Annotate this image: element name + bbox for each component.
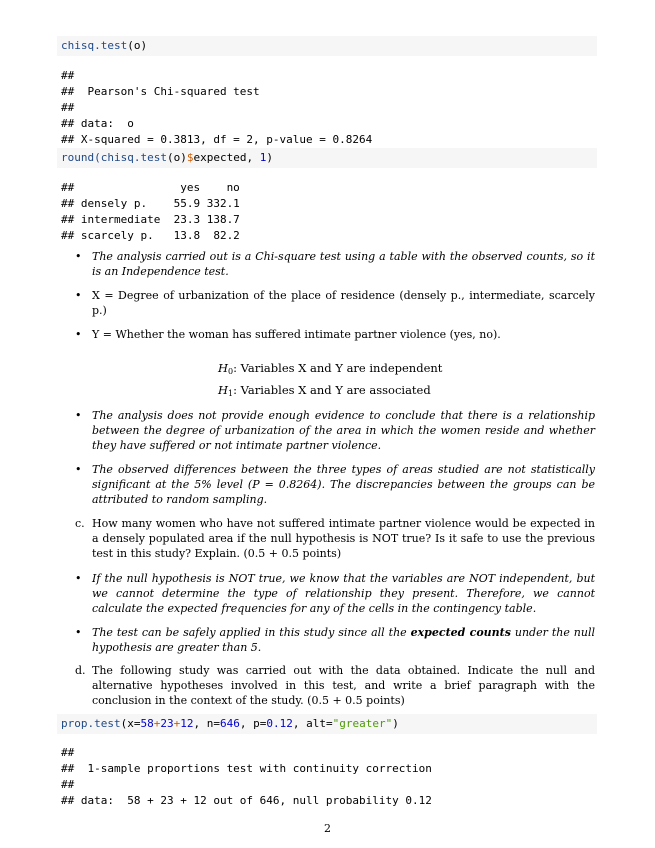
- output-line: ## data: o: [61, 117, 134, 130]
- code-token: , alt=: [292, 717, 333, 730]
- code-token: , n=: [193, 717, 220, 730]
- output-line: ## yes no: [61, 181, 240, 194]
- code-token: , p=: [239, 717, 267, 730]
- bullet-item: • X = Degree of urbanization of the place of residence (densely p., intermediate, scarcely p.): [75, 288, 595, 318]
- output-line: ## densely p. 55.9 332.1: [61, 197, 240, 210]
- bullet-item: • The analysis carried out is a Chi-square test using a table with the observed counts, so it is an Independence test.: [75, 249, 595, 279]
- h1-symbol: H: [218, 383, 229, 397]
- alternative-hypothesis: [218, 381, 442, 403]
- code-operator: +: [153, 717, 161, 730]
- code-chunk-expected: [57, 148, 597, 168]
- question-d: [75, 663, 595, 708]
- code-close: ): [266, 151, 273, 164]
- question-label: c.: [75, 517, 85, 530]
- h1-text: : Variables X and Y are associated: [233, 383, 431, 397]
- output-line: ##: [61, 69, 75, 82]
- output-line: ## X-squared = 0.3813, df = 2, p-value = 0.8264: [61, 133, 373, 146]
- bullet-item: • Y = Whether the woman has suffered intimate partner violence (yes, no).: [75, 327, 595, 342]
- page-number: 2: [324, 822, 331, 835]
- question-text: The following study was carried out with the data obtained. Indicate the null and alternative hypotheses involved in this test, and write a brief paragraph with the conclusion in the context of the study. (0.5 + 0.5 points): [92, 664, 595, 707]
- bullet-list-analysis: [75, 249, 595, 351]
- output-line: ## Pearson's Chi-squared test: [61, 85, 260, 98]
- question-text: How many women who have not suffered intimate partner violence would be expected in a densely populated area if the null hypothesis is NOT true? Is it safe to use the previous test in this study? Explain. (0.5 + 0.5 points): [92, 517, 595, 560]
- output-line: ## 1-sample proportions test with continuity correction: [61, 762, 432, 775]
- bullet-item: • The analysis does not provide enough evidence to conclude that there is a relationship between the degree of urbanization of the area in which the women reside and whether they have suffered or not intimate partner violence.: [75, 408, 595, 453]
- null-hypothesis: [218, 359, 442, 381]
- output-line: ##: [61, 746, 75, 759]
- code-args: (o): [127, 39, 148, 52]
- bullet-text: under the null hypothesis are greater than 5.: [92, 626, 595, 654]
- code-chunk-prop-test: [57, 714, 597, 734]
- question-label: d.: [75, 664, 86, 677]
- code-func: prop.test: [61, 717, 121, 730]
- bullet-list-answer-c: [75, 571, 595, 664]
- output-line: ## data: 58 + 23 + 12 out of 646, null probability 0.12: [61, 794, 432, 807]
- code-string: "greater": [332, 717, 393, 730]
- bullet-list-conclusion: [75, 408, 595, 516]
- bullet-bold-text: expected counts: [410, 626, 511, 639]
- code-func: chisq.test: [61, 39, 128, 52]
- h0-text: : Variables X and Y are independent: [233, 361, 443, 375]
- code-chunk-chisq: [57, 36, 597, 56]
- code-attr: expected: [193, 151, 247, 164]
- code-round: round(: [61, 151, 101, 164]
- h0-subscript: 0: [228, 367, 234, 376]
- code-number: 0.12: [266, 717, 293, 730]
- bullet-item: • The observed differences between the three types of areas studied are not statistically significant at the 5% level (P = 0.8264). The discrepancies between the groups can be attributed to random sampling.: [75, 462, 595, 507]
- output-line: ##: [61, 778, 75, 791]
- output-line: ##: [61, 101, 75, 114]
- output-expected-table: [61, 180, 240, 244]
- h1-subscript: 1: [228, 389, 234, 398]
- output-line: ## intermediate 23.3 138.7: [61, 213, 240, 226]
- h0-symbol: H: [218, 361, 229, 375]
- code-number: 23: [160, 717, 174, 730]
- output-prop-test: [61, 745, 432, 809]
- code-args: (o): [166, 151, 187, 164]
- code-comma: ,: [246, 151, 260, 164]
- output-chisq: [61, 68, 372, 148]
- output-line: ## scarcely p. 13.8 82.2: [61, 229, 240, 242]
- code-operator: +: [173, 717, 181, 730]
- question-c: [75, 516, 595, 561]
- code-number: 646: [219, 717, 240, 730]
- hypotheses-block: [218, 359, 442, 403]
- bullet-item: [75, 625, 595, 655]
- code-number: 12: [180, 717, 194, 730]
- code-token: ): [392, 717, 399, 730]
- code-func: chisq.test: [100, 151, 167, 164]
- code-number: 58: [140, 717, 154, 730]
- code-token: (x=: [120, 717, 141, 730]
- code-number: 1: [259, 151, 267, 164]
- bullet-item: • If the null hypothesis is NOT true, we know that the variables are NOT independent, but we cannot determine the type of relationship they present. Therefore, we cannot calculate the expected frequencies for any of the cells in the contingency table.: [75, 571, 595, 616]
- code-operator: $: [186, 151, 194, 164]
- bullet-text: The test can be safely applied in this study since all the: [92, 626, 411, 639]
